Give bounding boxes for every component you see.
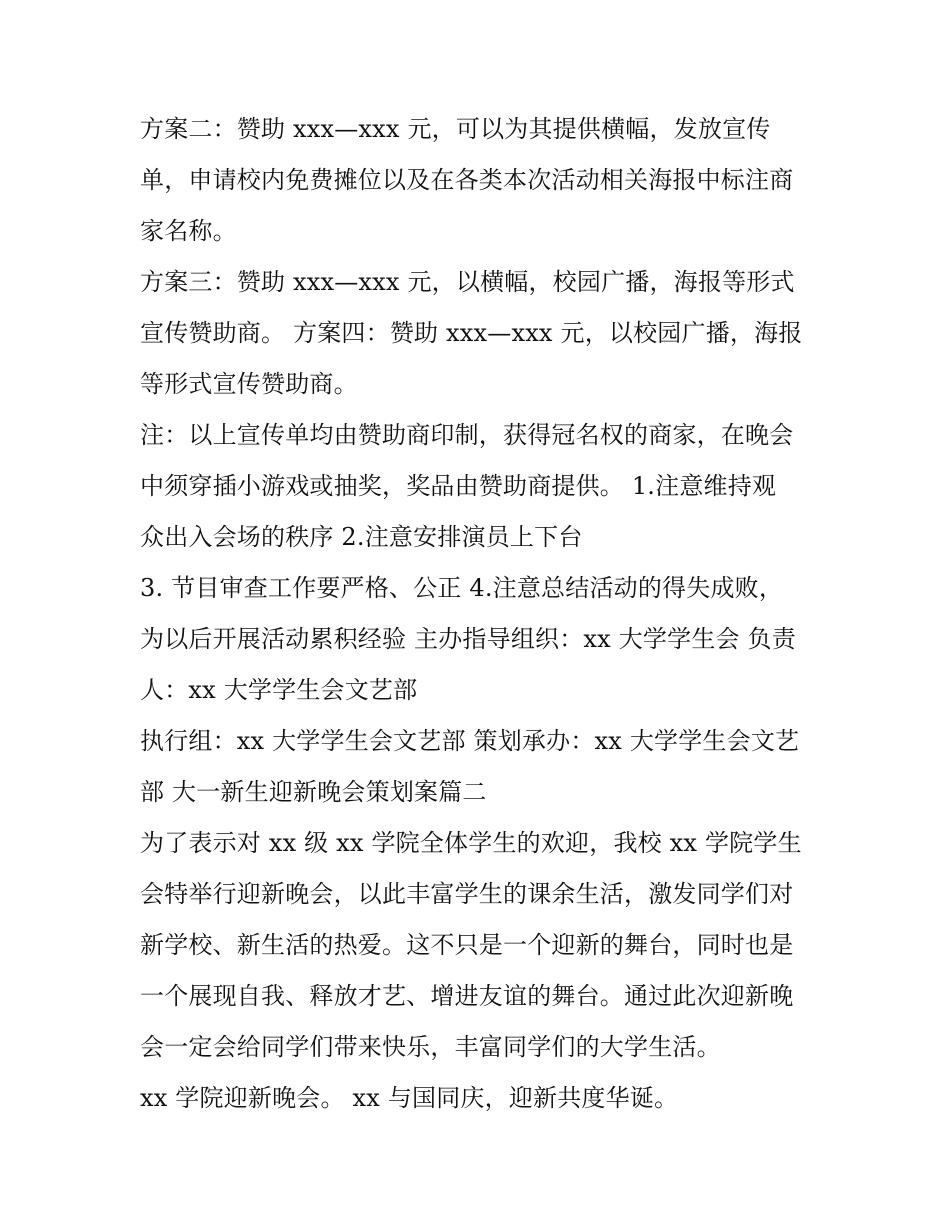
text-line: 方案三：赞助 xxx—xxx 元，以横幅，校园广播，海报等形式 xyxy=(140,268,795,296)
text-line: 家名称。 xyxy=(140,217,237,245)
text-line: 宣传赞助商。 方案四：赞助 xxx—xxx 元，以校园广播，海报 xyxy=(140,319,803,347)
text-line: 会一定会给同学们带来快乐，丰富同学们的大学生活。 xyxy=(140,1033,721,1061)
text-line: 人：xx 大学学生会文艺部 xyxy=(140,676,418,704)
text-line: 新学校、新生活的热爱。这不只是一个迎新的舞台，同时也是 xyxy=(140,931,794,959)
text-line: xx 学院迎新晚会。 xx 与国同庆，迎新共度华诞。 xyxy=(140,1084,679,1112)
text-line: 为以后开展活动累积经验 主办指导组织：xx 大学学生会 负责 xyxy=(140,625,796,653)
text-line: 中须穿插小游戏或抽奖，奖品由赞助商提供。 1.注意维持观 xyxy=(140,472,777,500)
text-line: 众出入会场的秩序 2.注意安排演员上下台 xyxy=(140,523,583,551)
text-line: 单，申请校内免费摊位以及在各类本次活动相关海报中标注商 xyxy=(140,166,794,194)
text-line: 注：以上宣传单均由赞助商印制，获得冠名权的商家，在晚会 xyxy=(140,421,794,449)
text-line: 会特举行迎新晚会，以此丰富学生的课余生活，激发同学们对 xyxy=(140,880,794,908)
text-line: 执行组：xx 大学学生会文艺部 策划承办：xx 大学学生会文艺 xyxy=(140,727,800,755)
text-line: 等形式宣传赞助商。 xyxy=(140,370,358,398)
text-line: 方案二：赞助 xxx—xxx 元，可以为其提供横幅，发放宣传 xyxy=(140,115,771,143)
text-line: 3. 节目审查工作要严格、公正 4.注意总结活动的得失成败， xyxy=(140,574,784,602)
text-line: 一个展现自我、释放才艺、增进友谊的舞台。通过此次迎新晚 xyxy=(140,982,794,1010)
text-line: 为了表示对 xx 级 xx 学院全体学生的欢迎，我校 xx 学院学生 xyxy=(140,829,802,857)
text-line: 部 大一新生迎新晚会策划案篇二 xyxy=(140,778,487,806)
